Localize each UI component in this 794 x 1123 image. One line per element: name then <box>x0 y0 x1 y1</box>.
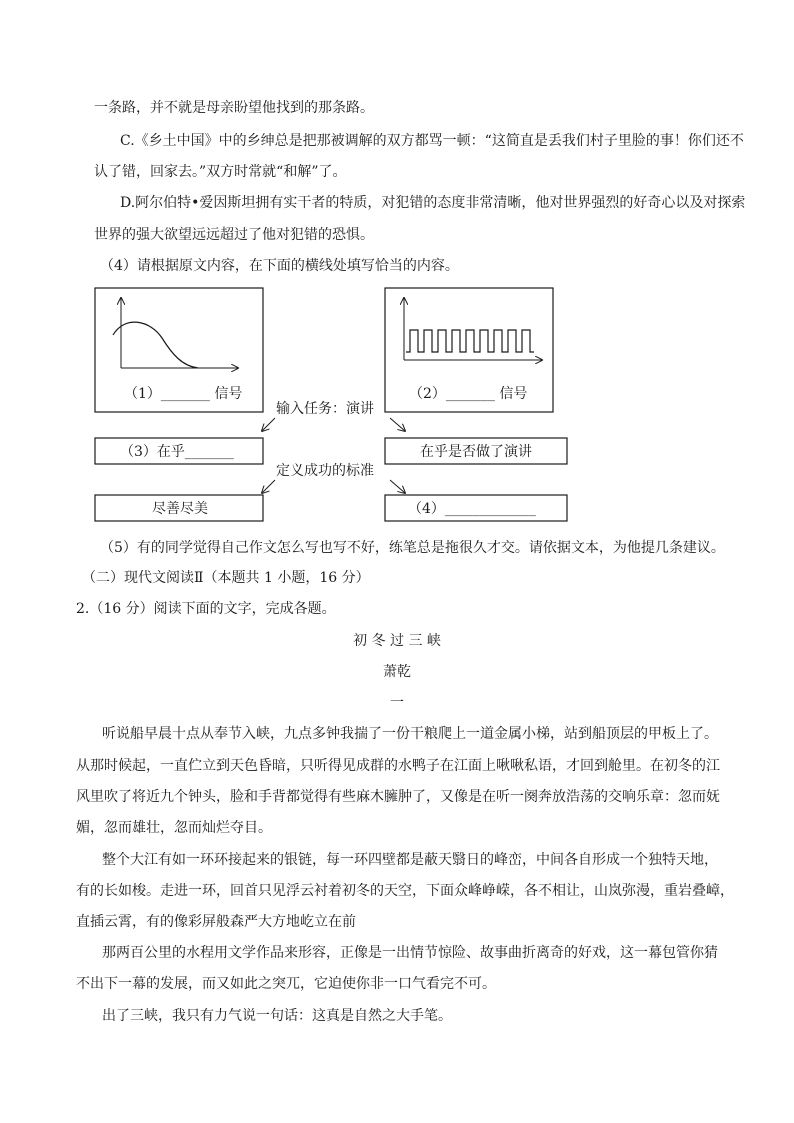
box-4-left-label: 尽善尽美 <box>152 501 208 517</box>
box-3-right-label: 在乎是否做了演讲 <box>420 444 532 460</box>
box-2-label: （2）_______ 信号 <box>409 386 528 402</box>
arrow-left-1 <box>262 418 275 431</box>
text-line-1: 一条路，并不就是母亲盼望他找到的那条路。 <box>94 100 374 116</box>
section-number: 一 <box>390 695 404 711</box>
option-c-line-1: C.《乡土中国》中的乡绅总是把那被调解的双方都骂一顿：“这简直是丢我们村子里脸的事！你们还不 <box>120 133 744 149</box>
paragraph-2-line-2: 有的长如梭。走进一环，回首只见浮云衬着初冬的天空，下面众峰峥嵘，各不相让，山岚弥漫，重岩叠嶂， <box>76 883 734 899</box>
box-3-label: （3）在乎_______ <box>120 444 234 460</box>
paragraph-1-line-3: 风里吹了将近九个钟头，脸和手背都觉得有些麻木臃肿了，又像是在听一阕奔放浩荡的交响乐章：忽而妩 <box>76 789 720 805</box>
article-title: 初 冬 过 三 峡 <box>353 633 441 649</box>
paragraph-1-line-1: 听说船早晨十点从奉节入峡，九点多钟我揣了一份干粮爬上一道金属小梯，站到船顶层的甲板上了。 <box>102 726 718 742</box>
box-1-label: （1）_______ 信号 <box>124 386 243 402</box>
box-4-right-label: （4）_____________ <box>408 501 536 517</box>
paragraph-2-line-1: 整个大江有如一环环接起来的银链，每一环四壁都是蔽天翳日的峰峦，中间各自形成一个独特天地， <box>102 852 718 868</box>
signal-diagram <box>0 280 794 540</box>
arrow-left-2 <box>262 480 275 493</box>
option-d-line-2: 世界的强大欲望远远超过了他对犯错的恐惧。 <box>94 227 374 243</box>
pulse-signal-wave <box>406 330 534 352</box>
box-1 <box>95 288 263 412</box>
input-task-text: 输入任务：演讲 <box>276 401 374 417</box>
option-c-line-2: 认了错，回家去。”双方时常就“和解”了。 <box>94 164 347 180</box>
option-d-line-1: D.阿尔伯特•爱因斯坦拥有实干者的特质，对犯错的态度非常清晰，他对世界强烈的好奇心以及对探索 <box>120 195 746 211</box>
arrow-right-1 <box>390 418 405 431</box>
paragraph-3-line-2: 不出下一幕的发展，而又如此之突兀，它迫使你非一口气看完不可。 <box>76 976 496 992</box>
smooth-signal-curve <box>113 322 198 368</box>
box-2 <box>385 288 553 412</box>
paragraph-3-line-1: 那两百公里的水程用文学作品来形容，正像是一出情节惊险、故事曲折离奇的好戏，这一幕包管你猜 <box>102 945 718 961</box>
criterion-text: 定义成功的标准 <box>276 463 374 479</box>
paragraph-2-line-3: 直插云霄，有的像彩屏般森严大方地屹立在前 <box>76 914 356 930</box>
paragraph-4: 出了三峡，我只有力气说一句话：这真是自然之大手笔。 <box>102 1008 452 1024</box>
section-2-heading: （二）现代文阅读Ⅱ（本题共 1 小题，16 分） <box>82 570 370 586</box>
paragraph-1-line-4: 媚，忽而雄壮，忽而灿烂夺目。 <box>76 820 272 836</box>
question-4-prompt: （4）请根据原文内容，在下面的横线处填写恰当的内容。 <box>100 258 459 274</box>
arrow-right-2 <box>390 480 405 493</box>
paragraph-1-line-2: 从那时候起，一直伫立到天色昏暗，只听得见成群的水鸭子在江面上啾啾私语，才回到舱里。在初冬的江 <box>76 758 720 774</box>
question-5-prompt: （5）有的同学觉得自己作文怎么写也写不好，练笔总是拖很久才交。请依据文本，为他提几条建议。 <box>100 540 725 556</box>
question-2-prompt: 2.（16 分）阅读下面的文字，完成各题。 <box>76 601 336 617</box>
article-author: 萧乾 <box>383 664 411 680</box>
